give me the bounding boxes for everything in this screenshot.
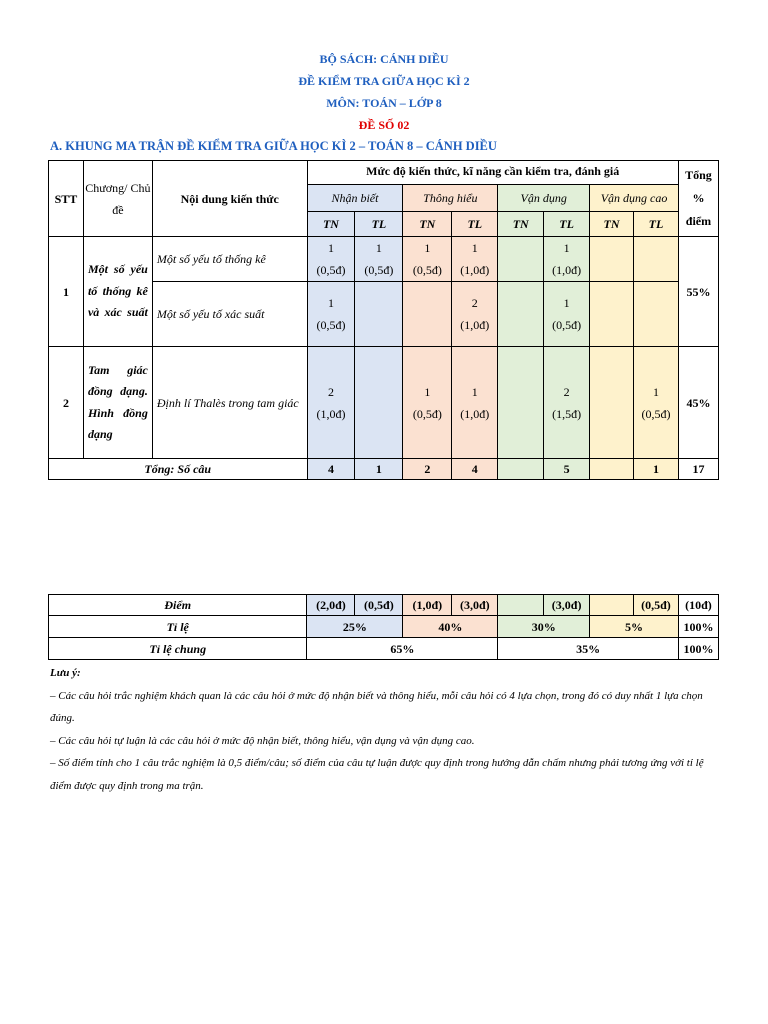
summary-cell: 5% xyxy=(590,616,679,638)
summary-total: 100% xyxy=(678,616,718,638)
matrix-table xyxy=(48,160,719,480)
cell-points: (1,0đ) xyxy=(552,263,582,277)
summary-cell: 30% xyxy=(498,616,590,638)
row-total: 45% xyxy=(678,347,718,459)
cell-count: 1 xyxy=(327,241,334,255)
cell-points: (1,0đ) xyxy=(316,406,346,421)
col-tn: TN xyxy=(590,212,634,237)
row-chapter: Tam giác đồng dạng. Hình đồng dạng xyxy=(83,347,152,459)
book-series-title: BỘ SÁCH: CÁNH DIỀU xyxy=(319,52,449,66)
col-tl: TL xyxy=(355,212,403,237)
col-tn: TN xyxy=(403,212,452,237)
summary-cell: (2,0đ) xyxy=(307,595,355,616)
col-tn: TN xyxy=(307,212,355,237)
cell-count: 1 xyxy=(424,241,431,255)
cell-count: 1 xyxy=(471,384,478,399)
note-item: – Các câu hỏi trắc nghiệm khách quan là các câu hỏi ở mức độ nhận biết và thông hiểu, mỗi câu hỏi có 4 lựa chọn, trong đó có duy nhất 1 lựa chọn đúng. xyxy=(50,689,703,724)
col-tn: TN xyxy=(498,212,544,237)
cell-count: 2 xyxy=(563,384,570,399)
summary-row-tile-chung xyxy=(49,638,719,660)
summary-label: Tỉ lệ chung xyxy=(49,638,307,660)
row-stt: 2 xyxy=(49,347,84,459)
total-cell xyxy=(590,459,634,480)
cell-points: (1,0đ) xyxy=(460,263,490,277)
summary-cell: (0,5đ) xyxy=(634,595,679,616)
col-tl: TL xyxy=(634,212,679,237)
summary-total: (10đ) xyxy=(678,595,718,616)
section-title: A. KHUNG MA TRẬN ĐỀ KIỂM TRA GIỮA HỌC KÌ 2 – TOÁN 8 – CÁNH DIỀU xyxy=(50,139,497,153)
summary-row-tile xyxy=(49,616,719,638)
cell-points: (1,0đ) xyxy=(460,406,490,421)
header-chapter: Chương/ Chủ đề xyxy=(83,161,152,237)
summary-cell: (3,0đ) xyxy=(452,595,498,616)
cell-points: (0,5đ) xyxy=(641,406,671,421)
summary-cell: (3,0đ) xyxy=(544,595,590,616)
summary-table xyxy=(48,594,719,660)
total-cell xyxy=(498,459,544,480)
total-cell: 4 xyxy=(452,459,498,480)
cell-points: (0,5đ) xyxy=(412,263,442,277)
cell-points: (0,5đ) xyxy=(364,263,394,277)
cell-count: 2 xyxy=(471,296,478,310)
note-item: – Các câu hỏi tự luận là các câu hỏi ở mức độ nhận biết, thông hiểu, vận dụng và vận dụng cao. xyxy=(50,734,475,747)
summary-cell: 35% xyxy=(498,638,679,660)
summary-cell: (0,5đ) xyxy=(355,595,403,616)
cell-count: 1 xyxy=(471,241,478,255)
summary-row-diem xyxy=(49,595,719,616)
total-count: 17 xyxy=(678,459,718,480)
cell-count: 2 xyxy=(327,384,334,399)
cell-points: (1,5đ) xyxy=(552,406,582,421)
cell-count: 1 xyxy=(563,296,570,310)
cell-count: 1 xyxy=(327,296,334,310)
total-cell: 1 xyxy=(634,459,679,480)
note-item: – Số điểm tính cho 1 câu trắc nghiệm là 0,5 điểm/câu; số điểm của câu tự luận được quy định trong hướng dẫn chấm nhưng phải tương ứng với tỉ lệ điểm được quy định trong ma trận. xyxy=(50,757,704,792)
cell-points: (1,0đ) xyxy=(460,318,490,332)
summary-cell xyxy=(590,595,634,616)
header-content: Nội dung kiến thức xyxy=(152,161,307,237)
exam-title: ĐỀ KIỂM TRA GIỮA HỌC KÌ 2 xyxy=(298,74,470,88)
table-row xyxy=(49,237,719,282)
exam-number: ĐỀ SỐ 02 xyxy=(358,118,410,132)
subject-title: MÔN: TOÁN – LỚP 8 xyxy=(326,96,442,110)
cell-count: 1 xyxy=(652,384,659,399)
notes-title: Lưu ý: xyxy=(50,667,81,679)
notes-section xyxy=(50,662,720,797)
level-thong-hieu: Thông hiểu xyxy=(403,185,498,212)
cell-points: (0,5đ) xyxy=(316,318,346,332)
total-cell: 5 xyxy=(544,459,590,480)
summary-cell: 25% xyxy=(307,616,403,638)
level-nhan-biet: Nhận biết xyxy=(307,185,403,212)
summary-cell xyxy=(498,595,544,616)
row-stt: 1 xyxy=(49,237,84,347)
cell-count: 1 xyxy=(424,384,431,399)
total-label: Tổng: Số câu xyxy=(49,459,308,480)
row-topic: Một số yếu tố thống kê xyxy=(152,237,307,282)
summary-cell: 65% xyxy=(307,638,498,660)
level-van-dung: Vận dụng xyxy=(498,185,590,212)
row-topic: Định lí Thalès trong tam giác xyxy=(152,347,307,459)
summary-cell: (1,0đ) xyxy=(403,595,452,616)
cell-count: 1 xyxy=(563,241,570,255)
cell-points: (0,5đ) xyxy=(412,406,442,421)
cell-points: (0,5đ) xyxy=(316,263,346,277)
header-total: Tổng % điểm xyxy=(678,161,718,237)
summary-cell: 40% xyxy=(403,616,498,638)
row-total: 55% xyxy=(678,237,718,347)
summary-total: 100% xyxy=(678,638,718,660)
total-cell: 4 xyxy=(307,459,355,480)
summary-label: Tỉ lệ xyxy=(49,616,307,638)
col-tl: TL xyxy=(544,212,590,237)
summary-label: Điểm xyxy=(49,595,307,616)
total-row xyxy=(49,459,719,480)
level-van-dung-cao: Vận dụng cao xyxy=(590,185,679,212)
header-stt: STT xyxy=(49,161,84,237)
header-level: Mức độ kiến thức, kĩ năng cần kiểm tra, đánh giá xyxy=(307,161,678,185)
table-row xyxy=(49,347,719,459)
cell-count: 1 xyxy=(375,241,382,255)
total-cell: 2 xyxy=(403,459,452,480)
total-cell: 1 xyxy=(355,459,403,480)
cell-points: (0,5đ) xyxy=(552,318,582,332)
row-chapter: Một số yếu tố thống kê và xác suất xyxy=(83,237,152,347)
col-tl: TL xyxy=(452,212,498,237)
row-topic: Một số yếu tố xác suất xyxy=(152,282,307,347)
